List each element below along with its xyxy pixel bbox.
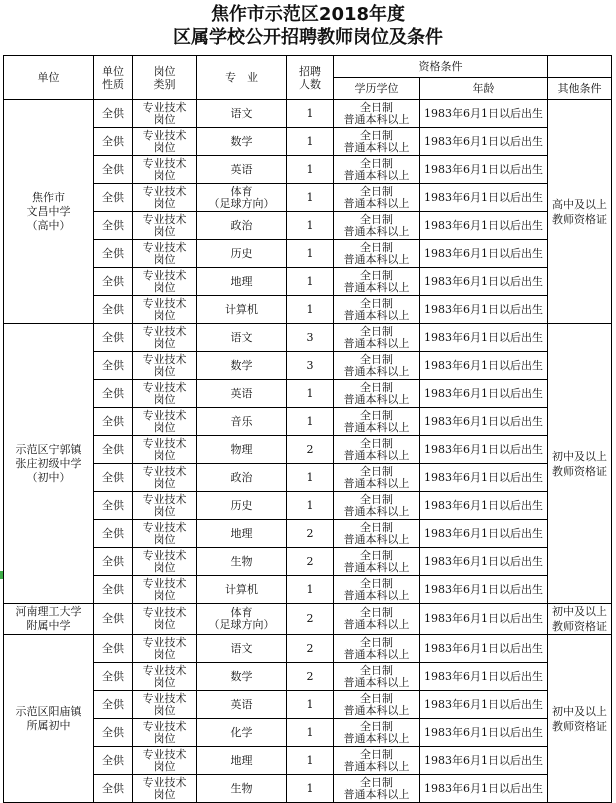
nature-cell: 全供 xyxy=(94,352,133,380)
major-cell: 地理 xyxy=(197,747,287,775)
page-title-line1: 焦作市示范区2018年度 xyxy=(210,4,406,25)
header-qualification: 资格条件 xyxy=(334,56,548,78)
age-cell: 1983年6月1日以后出生 xyxy=(420,436,548,464)
header-major: 专 业 xyxy=(197,56,287,100)
education-cell: 全日制 普通本科以上 xyxy=(334,268,420,296)
nature-cell: 全供 xyxy=(94,296,133,324)
major-cell: 数学 xyxy=(197,352,287,380)
education-cell: 全日制 普通本科以上 xyxy=(334,663,420,691)
count-cell: 2 xyxy=(287,548,334,576)
category-cell: 专业技术 岗位 xyxy=(133,719,197,747)
age-cell: 1983年6月1日以后出生 xyxy=(420,408,548,436)
category-cell: 专业技术 岗位 xyxy=(133,352,197,380)
nature-cell: 全供 xyxy=(94,324,133,352)
education-cell: 全日制 普通本科以上 xyxy=(334,492,420,520)
table-row xyxy=(4,464,612,492)
nature-cell: 全供 xyxy=(94,408,133,436)
nature-cell: 全供 xyxy=(94,268,133,296)
age-cell: 1983年6月1日以后出生 xyxy=(420,464,548,492)
category-cell: 专业技术 岗位 xyxy=(133,520,197,548)
category-cell: 专业技术 岗位 xyxy=(133,548,197,576)
education-cell: 全日制 普通本科以上 xyxy=(334,296,420,324)
major-cell: 生物 xyxy=(197,775,287,803)
other-conditions-cell: 初中及以上 教师资格证 xyxy=(548,604,612,635)
other-conditions-cell: 高中及以上 教师资格证 xyxy=(548,100,612,324)
count-cell: 1 xyxy=(287,128,334,156)
table-row xyxy=(4,436,612,464)
major-cell: 英语 xyxy=(197,691,287,719)
table-row xyxy=(4,747,612,775)
major-cell: 体育 （足球方向） xyxy=(197,184,287,212)
major-cell: 语文 xyxy=(197,635,287,663)
other-conditions-cell: 初中及以上 教师资格证 xyxy=(548,635,612,803)
category-cell: 专业技术 岗位 xyxy=(133,212,197,240)
nature-cell: 全供 xyxy=(94,492,133,520)
count-cell: 2 xyxy=(287,604,334,635)
table-row xyxy=(4,492,612,520)
nature-cell: 全供 xyxy=(94,100,133,128)
nature-cell: 全供 xyxy=(94,663,133,691)
category-cell: 专业技术 岗位 xyxy=(133,240,197,268)
count-cell: 1 xyxy=(287,156,334,184)
unit-name-cell: 示范区宁郭镇 张庄初级中学 （初中） xyxy=(4,324,94,604)
major-cell: 历史 xyxy=(197,492,287,520)
nature-cell: 全供 xyxy=(94,128,133,156)
education-cell: 全日制 普通本科以上 xyxy=(334,240,420,268)
nature-cell: 全供 xyxy=(94,212,133,240)
table-row xyxy=(4,352,612,380)
count-cell: 1 xyxy=(287,492,334,520)
age-cell: 1983年6月1日以后出生 xyxy=(420,128,548,156)
age-cell: 1983年6月1日以后出生 xyxy=(420,296,548,324)
count-cell: 1 xyxy=(287,268,334,296)
age-cell: 1983年6月1日以后出生 xyxy=(420,240,548,268)
table-row xyxy=(4,576,612,604)
table-row xyxy=(4,184,612,212)
major-cell: 体育 （足球方向） xyxy=(197,604,287,635)
nature-cell: 全供 xyxy=(94,156,133,184)
category-cell: 专业技术 岗位 xyxy=(133,464,197,492)
table-row xyxy=(4,775,612,803)
table-row xyxy=(4,691,612,719)
education-cell: 全日制 普通本科以上 xyxy=(334,604,420,635)
education-cell: 全日制 普通本科以上 xyxy=(334,156,420,184)
age-cell: 1983年6月1日以后出生 xyxy=(420,156,548,184)
header-education: 学历学位 xyxy=(334,78,420,100)
age-cell: 1983年6月1日以后出生 xyxy=(420,492,548,520)
education-cell: 全日制 普通本科以上 xyxy=(334,548,420,576)
other-conditions-cell: 初中及以上 教师资格证 xyxy=(548,324,612,604)
age-cell: 1983年6月1日以后出生 xyxy=(420,635,548,663)
table-row xyxy=(4,240,612,268)
table-row xyxy=(4,719,612,747)
age-cell: 1983年6月1日以后出生 xyxy=(420,691,548,719)
header-other: 其他条件 xyxy=(548,78,612,100)
category-cell: 专业技术 岗位 xyxy=(133,663,197,691)
header-unit: 单位 xyxy=(4,56,94,100)
category-cell: 专业技术 岗位 xyxy=(133,184,197,212)
education-cell: 全日制 普通本科以上 xyxy=(334,184,420,212)
category-cell: 专业技术 岗位 xyxy=(133,268,197,296)
education-cell: 全日制 普通本科以上 xyxy=(334,775,420,803)
table-row xyxy=(4,604,612,635)
education-cell: 全日制 普通本科以上 xyxy=(334,352,420,380)
nature-cell: 全供 xyxy=(94,520,133,548)
table-row xyxy=(4,156,612,184)
count-cell: 3 xyxy=(287,324,334,352)
age-cell: 1983年6月1日以后出生 xyxy=(420,184,548,212)
count-cell: 2 xyxy=(287,436,334,464)
count-cell: 1 xyxy=(287,576,334,604)
major-cell: 生物 xyxy=(197,548,287,576)
table-row xyxy=(4,408,612,436)
education-cell: 全日制 普通本科以上 xyxy=(334,324,420,352)
unit-name-cell: 示范区阳庙镇 所属初中 xyxy=(4,635,94,803)
category-cell: 专业技术 岗位 xyxy=(133,380,197,408)
page-title-line2: 区属学校公开招聘教师岗位及条件 xyxy=(173,27,443,48)
education-cell: 全日制 普通本科以上 xyxy=(334,128,420,156)
education-cell: 全日制 普通本科以上 xyxy=(334,635,420,663)
education-cell: 全日制 普通本科以上 xyxy=(334,747,420,775)
category-cell: 专业技术 岗位 xyxy=(133,635,197,663)
nature-cell: 全供 xyxy=(94,691,133,719)
nature-cell: 全供 xyxy=(94,604,133,635)
category-cell: 专业技术 岗位 xyxy=(133,100,197,128)
major-cell: 化学 xyxy=(197,719,287,747)
edge-marker xyxy=(0,571,3,579)
age-cell: 1983年6月1日以后出生 xyxy=(420,100,548,128)
education-cell: 全日制 普通本科以上 xyxy=(334,719,420,747)
education-cell: 全日制 普通本科以上 xyxy=(334,100,420,128)
nature-cell: 全供 xyxy=(94,775,133,803)
table-row xyxy=(4,268,612,296)
category-cell: 专业技术 岗位 xyxy=(133,691,197,719)
header-other-spacer xyxy=(548,56,612,78)
nature-cell: 全供 xyxy=(94,635,133,663)
age-cell: 1983年6月1日以后出生 xyxy=(420,719,548,747)
count-cell: 1 xyxy=(287,719,334,747)
age-cell: 1983年6月1日以后出生 xyxy=(420,324,548,352)
age-cell: 1983年6月1日以后出生 xyxy=(420,548,548,576)
recruitment-table xyxy=(3,55,612,803)
major-cell: 语文 xyxy=(197,324,287,352)
count-cell: 2 xyxy=(287,520,334,548)
age-cell: 1983年6月1日以后出生 xyxy=(420,352,548,380)
major-cell: 地理 xyxy=(197,268,287,296)
count-cell: 1 xyxy=(287,212,334,240)
nature-cell: 全供 xyxy=(94,240,133,268)
category-cell: 专业技术 岗位 xyxy=(133,747,197,775)
category-cell: 专业技术 岗位 xyxy=(133,604,197,635)
education-cell: 全日制 普通本科以上 xyxy=(334,380,420,408)
table-body xyxy=(4,100,612,803)
count-cell: 2 xyxy=(287,663,334,691)
age-cell: 1983年6月1日以后出生 xyxy=(420,520,548,548)
major-cell: 英语 xyxy=(197,380,287,408)
category-cell: 专业技术 岗位 xyxy=(133,324,197,352)
age-cell: 1983年6月1日以后出生 xyxy=(420,775,548,803)
education-cell: 全日制 普通本科以上 xyxy=(334,520,420,548)
count-cell: 1 xyxy=(287,408,334,436)
category-cell: 专业技术 岗位 xyxy=(133,408,197,436)
education-cell: 全日制 普通本科以上 xyxy=(334,691,420,719)
category-cell: 专业技术 岗位 xyxy=(133,128,197,156)
nature-cell: 全供 xyxy=(94,464,133,492)
category-cell: 专业技术 岗位 xyxy=(133,492,197,520)
nature-cell: 全供 xyxy=(94,184,133,212)
age-cell: 1983年6月1日以后出生 xyxy=(420,576,548,604)
header-row-1 xyxy=(4,56,612,78)
count-cell: 3 xyxy=(287,352,334,380)
category-cell: 专业技术 岗位 xyxy=(133,436,197,464)
category-cell: 专业技术 岗位 xyxy=(133,156,197,184)
major-cell: 音乐 xyxy=(197,408,287,436)
count-cell: 1 xyxy=(287,296,334,324)
category-cell: 专业技术 岗位 xyxy=(133,775,197,803)
major-cell: 数学 xyxy=(197,663,287,691)
age-cell: 1983年6月1日以后出生 xyxy=(420,380,548,408)
nature-cell: 全供 xyxy=(94,380,133,408)
nature-cell: 全供 xyxy=(94,719,133,747)
unit-name-cell: 河南理工大学 附属中学 xyxy=(4,604,94,635)
age-cell: 1983年6月1日以后出生 xyxy=(420,212,548,240)
age-cell: 1983年6月1日以后出生 xyxy=(420,268,548,296)
count-cell: 2 xyxy=(287,635,334,663)
count-cell: 1 xyxy=(287,100,334,128)
major-cell: 数学 xyxy=(197,128,287,156)
major-cell: 地理 xyxy=(197,520,287,548)
education-cell: 全日制 普通本科以上 xyxy=(334,436,420,464)
table-row xyxy=(4,380,612,408)
major-cell: 政治 xyxy=(197,464,287,492)
table-row xyxy=(4,324,612,352)
table-row xyxy=(4,663,612,691)
nature-cell: 全供 xyxy=(94,548,133,576)
count-cell: 1 xyxy=(287,240,334,268)
count-cell: 1 xyxy=(287,691,334,719)
education-cell: 全日制 普通本科以上 xyxy=(334,576,420,604)
count-cell: 1 xyxy=(287,464,334,492)
education-cell: 全日制 普通本科以上 xyxy=(334,212,420,240)
table-row xyxy=(4,128,612,156)
header-age: 年龄 xyxy=(420,78,548,100)
major-cell: 计算机 xyxy=(197,576,287,604)
age-cell: 1983年6月1日以后出生 xyxy=(420,663,548,691)
table-row xyxy=(4,296,612,324)
header-nature: 单位 性质 xyxy=(94,56,133,100)
unit-name-cell: 焦作市 文昌中学 （高中） xyxy=(4,100,94,324)
major-cell: 语文 xyxy=(197,100,287,128)
count-cell: 1 xyxy=(287,775,334,803)
table-row xyxy=(4,548,612,576)
education-cell: 全日制 普通本科以上 xyxy=(334,464,420,492)
education-cell: 全日制 普通本科以上 xyxy=(334,408,420,436)
age-cell: 1983年6月1日以后出生 xyxy=(420,747,548,775)
age-cell: 1983年6月1日以后出生 xyxy=(420,604,548,635)
major-cell: 历史 xyxy=(197,240,287,268)
nature-cell: 全供 xyxy=(94,436,133,464)
count-cell: 1 xyxy=(287,380,334,408)
count-cell: 1 xyxy=(287,747,334,775)
category-cell: 专业技术 岗位 xyxy=(133,296,197,324)
major-cell: 物理 xyxy=(197,436,287,464)
nature-cell: 全供 xyxy=(94,576,133,604)
major-cell: 政治 xyxy=(197,212,287,240)
nature-cell: 全供 xyxy=(94,747,133,775)
count-cell: 1 xyxy=(287,184,334,212)
major-cell: 计算机 xyxy=(197,296,287,324)
major-cell: 英语 xyxy=(197,156,287,184)
category-cell: 专业技术 岗位 xyxy=(133,576,197,604)
table-row xyxy=(4,635,612,663)
header-category: 岗位 类别 xyxy=(133,56,197,100)
table-row xyxy=(4,212,612,240)
table-row xyxy=(4,520,612,548)
table-row xyxy=(4,100,612,128)
header-count: 招聘 人数 xyxy=(287,56,334,100)
